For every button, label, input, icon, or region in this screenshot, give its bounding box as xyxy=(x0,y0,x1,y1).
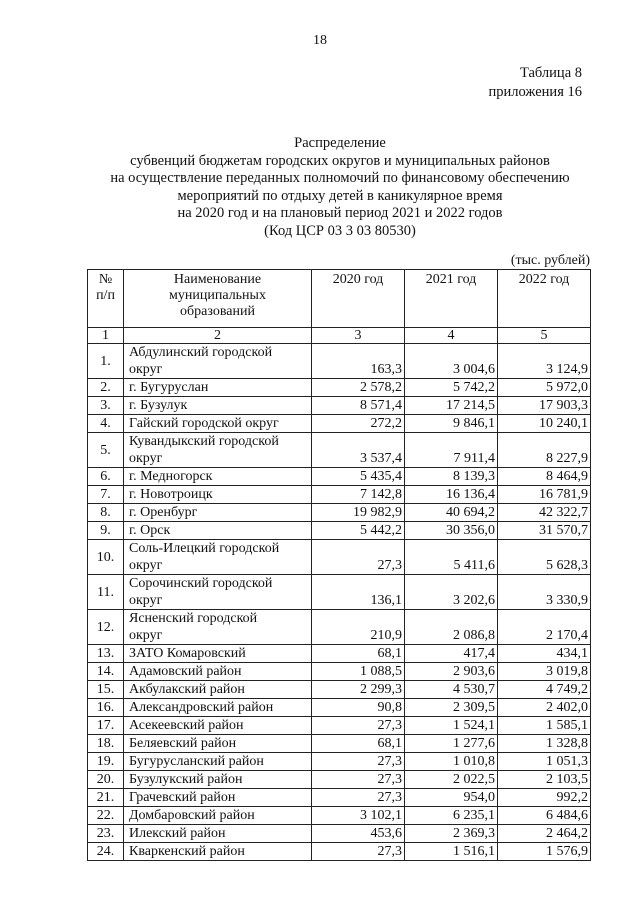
value-2022: 1 576,9 xyxy=(498,843,591,861)
municipality-name-line-2: округ xyxy=(129,451,163,466)
municipality-name xyxy=(124,575,312,610)
table-header-row xyxy=(88,270,591,328)
value-2021: 1 524,1 xyxy=(405,717,498,735)
municipality-name xyxy=(124,486,312,504)
value-2020: 1 088,5 xyxy=(312,663,405,681)
heading-line-5: на 2020 год и на плановый период 2021 и 2022 годов xyxy=(177,205,503,221)
heading-line-2: субвенций бюджетам городских округов и муниципальных районов xyxy=(130,152,550,169)
municipality-name-line-1: Асекеевский район xyxy=(129,718,244,733)
value-2020: 8 571,4 xyxy=(312,397,405,415)
appendix-table-label: Таблица 8 xyxy=(519,65,582,81)
row-number: 17. xyxy=(88,717,124,735)
value-2022: 31 570,7 xyxy=(498,522,591,540)
value-2021: 2 309,5 xyxy=(405,699,498,717)
table-index-row xyxy=(88,328,591,344)
value-2022: 42 322,7 xyxy=(498,504,591,522)
value-2021: 5 742,2 xyxy=(405,379,498,397)
value-2022: 1 051,3 xyxy=(498,753,591,771)
municipality-name xyxy=(124,433,312,468)
municipality-name-line-1: Бугурусланский район xyxy=(129,754,264,769)
municipality-name xyxy=(124,468,312,486)
municipality-name-line-1: ЗАТО Комаровский xyxy=(129,646,246,661)
value-2021: 4 530,7 xyxy=(405,681,498,699)
value-2021: 30 356,0 xyxy=(405,522,498,540)
value-2020: 27,3 xyxy=(312,771,405,789)
municipality-name xyxy=(124,843,312,861)
table-row xyxy=(88,610,591,645)
appendix-reference xyxy=(489,64,582,102)
row-number: 10. xyxy=(88,540,124,575)
table-row xyxy=(88,397,591,415)
municipality-name-line-1: Адамовский район xyxy=(129,664,242,679)
municipality-name xyxy=(124,522,312,540)
value-2021: 2 086,8 xyxy=(405,610,498,645)
value-2021: 6 235,1 xyxy=(405,807,498,825)
units-label: (тыс. рублей) xyxy=(510,253,590,268)
value-2020: 27,3 xyxy=(312,753,405,771)
value-2020: 3 102,1 xyxy=(312,807,405,825)
row-number: 20. xyxy=(88,771,124,789)
row-number: 16. xyxy=(88,699,124,717)
value-2021: 1 010,8 xyxy=(405,753,498,771)
municipality-name-line-1: Ясненский городской xyxy=(129,611,258,626)
municipality-name-line-1: Гайский городской округ xyxy=(129,416,279,431)
table-row xyxy=(88,699,591,717)
municipality-name xyxy=(124,735,312,753)
header-2021: 2021 год xyxy=(405,270,498,328)
row-number: 1. xyxy=(88,344,124,379)
municipality-name-line-1: Соль-Илецкий городской xyxy=(129,541,280,556)
value-2022: 17 903,3 xyxy=(498,397,591,415)
value-2021: 417,4 xyxy=(405,645,498,663)
table-row xyxy=(88,486,591,504)
value-2020: 5 435,4 xyxy=(312,468,405,486)
table-row xyxy=(88,379,591,397)
value-2020: 68,1 xyxy=(312,645,405,663)
value-2022: 10 240,1 xyxy=(498,415,591,433)
municipality-name xyxy=(124,789,312,807)
index-cell: 5 xyxy=(498,328,591,344)
municipality-name-line-1: Грачевский район xyxy=(129,790,236,805)
value-2021: 8 139,3 xyxy=(405,468,498,486)
value-2021: 40 694,2 xyxy=(405,504,498,522)
header-2020: 2020 год xyxy=(312,270,405,328)
header-name-line-1: Наименование xyxy=(173,272,262,287)
municipality-name-line-1: Абдулинский городской xyxy=(129,345,273,360)
table-row xyxy=(88,735,591,753)
row-number: 4. xyxy=(88,415,124,433)
municipality-name xyxy=(124,379,312,397)
value-2020: 136,1 xyxy=(312,575,405,610)
header-name xyxy=(124,270,312,328)
table-row xyxy=(88,789,591,807)
value-2022: 434,1 xyxy=(498,645,591,663)
heading-line-3: на осуществление переданных полномочий по финансовому обеспечению xyxy=(110,170,570,186)
value-2021: 17 214,5 xyxy=(405,397,498,415)
municipality-name xyxy=(124,825,312,843)
value-2020: 90,8 xyxy=(312,699,405,717)
value-2022: 1 585,1 xyxy=(498,717,591,735)
header-number xyxy=(88,270,124,328)
value-2020: 7 142,8 xyxy=(312,486,405,504)
value-2020: 2 299,3 xyxy=(312,681,405,699)
row-number: 9. xyxy=(88,522,124,540)
municipality-name-line-1: г. Орск xyxy=(129,523,171,538)
value-2022: 16 781,9 xyxy=(498,486,591,504)
municipality-name-line-1: Беляевский район xyxy=(129,736,237,751)
value-2022: 2 402,0 xyxy=(498,699,591,717)
municipality-name-line-1: г. Бузулук xyxy=(129,398,188,413)
municipality-name xyxy=(124,540,312,575)
value-2020: 27,3 xyxy=(312,540,405,575)
page-number: 18 xyxy=(313,33,327,48)
row-number: 2. xyxy=(88,379,124,397)
municipality-name xyxy=(124,504,312,522)
value-2021: 2 903,6 xyxy=(405,663,498,681)
row-number: 11. xyxy=(88,575,124,610)
value-2022: 5 628,3 xyxy=(498,540,591,575)
municipality-name xyxy=(124,397,312,415)
municipality-name-line-1: г. Бугуруслан xyxy=(129,380,209,395)
municipality-name xyxy=(124,807,312,825)
municipality-name-line-2: округ xyxy=(129,362,163,377)
table-row xyxy=(88,522,591,540)
municipality-name-line-2: округ xyxy=(129,628,163,643)
municipality-name xyxy=(124,753,312,771)
row-number: 5. xyxy=(88,433,124,468)
row-number: 8. xyxy=(88,504,124,522)
municipality-name xyxy=(124,344,312,379)
value-2020: 27,3 xyxy=(312,843,405,861)
document-heading xyxy=(60,135,620,240)
header-2022: 2022 год xyxy=(498,270,591,328)
value-2021: 1 277,6 xyxy=(405,735,498,753)
value-2020: 5 442,2 xyxy=(312,522,405,540)
value-2022: 5 972,0 xyxy=(498,379,591,397)
value-2020: 27,3 xyxy=(312,717,405,735)
municipality-name-line-1: г. Новотроицк xyxy=(129,487,213,502)
heading-line-6: (Код ЦСР 03 3 03 80530) xyxy=(264,222,416,239)
value-2022: 3 019,8 xyxy=(498,663,591,681)
value-2021: 1 516,1 xyxy=(405,843,498,861)
row-number: 18. xyxy=(88,735,124,753)
row-number: 19. xyxy=(88,753,124,771)
index-cell: 4 xyxy=(405,328,498,344)
value-2020: 210,9 xyxy=(312,610,405,645)
municipality-name xyxy=(124,681,312,699)
municipality-name-line-1: Кувандыкский городской xyxy=(129,434,279,449)
table-body xyxy=(88,344,591,861)
table-row xyxy=(88,540,591,575)
value-2021: 3 202,6 xyxy=(405,575,498,610)
header-name-line-2: муниципальных xyxy=(169,288,266,303)
row-number: 24. xyxy=(88,843,124,861)
budget-table xyxy=(87,269,591,861)
municipality-name-line-2: округ xyxy=(129,593,163,608)
value-2021: 2 369,3 xyxy=(405,825,498,843)
value-2021: 5 411,6 xyxy=(405,540,498,575)
value-2021: 9 846,1 xyxy=(405,415,498,433)
table-row xyxy=(88,681,591,699)
index-cell: 1 xyxy=(88,328,124,344)
header-number-line-2: п/п xyxy=(96,288,115,303)
table-row xyxy=(88,753,591,771)
value-2022: 8 227,9 xyxy=(498,433,591,468)
value-2022: 6 484,6 xyxy=(498,807,591,825)
municipality-name xyxy=(124,610,312,645)
row-number: 14. xyxy=(88,663,124,681)
value-2022: 2 103,5 xyxy=(498,771,591,789)
table-row xyxy=(88,645,591,663)
header-number-line-1: № xyxy=(98,272,113,287)
value-2020: 163,3 xyxy=(312,344,405,379)
value-2020: 19 982,9 xyxy=(312,504,405,522)
row-number: 21. xyxy=(88,789,124,807)
heading-line-1: Распределение xyxy=(294,135,386,151)
row-number: 22. xyxy=(88,807,124,825)
table-row xyxy=(88,717,591,735)
row-number: 12. xyxy=(88,610,124,645)
municipality-name xyxy=(124,699,312,717)
municipality-name-line-1: Сорочинский городской xyxy=(129,576,273,591)
appendix-annex-label: приложения 16 xyxy=(488,84,582,100)
value-2021: 16 136,4 xyxy=(405,486,498,504)
index-cell: 3 xyxy=(312,328,405,344)
value-2022: 4 749,2 xyxy=(498,681,591,699)
row-number: 15. xyxy=(88,681,124,699)
value-2020: 27,3 xyxy=(312,789,405,807)
table-row xyxy=(88,468,591,486)
header-name-line-3: образований xyxy=(180,304,255,319)
row-number: 23. xyxy=(88,825,124,843)
value-2022: 3 124,9 xyxy=(498,344,591,379)
municipality-name xyxy=(124,663,312,681)
municipality-name-line-2: округ xyxy=(129,558,163,573)
row-number: 7. xyxy=(88,486,124,504)
municipality-name-line-1: Илекский район xyxy=(129,826,226,841)
table-row xyxy=(88,415,591,433)
value-2022: 2 170,4 xyxy=(498,610,591,645)
row-number: 13. xyxy=(88,645,124,663)
municipality-name-line-1: Бузулукский район xyxy=(129,772,243,787)
value-2022: 1 328,8 xyxy=(498,735,591,753)
value-2021: 3 004,6 xyxy=(405,344,498,379)
table-row xyxy=(88,843,591,861)
table-row xyxy=(88,825,591,843)
table-row xyxy=(88,575,591,610)
row-number: 3. xyxy=(88,397,124,415)
heading-line-4: мероприятий по отдыху детей в каникулярное время xyxy=(177,187,503,204)
value-2021: 954,0 xyxy=(405,789,498,807)
value-2020: 272,2 xyxy=(312,415,405,433)
value-2022: 2 464,2 xyxy=(498,825,591,843)
municipality-name xyxy=(124,645,312,663)
municipality-name-line-1: Домбаровский район xyxy=(129,808,255,823)
table-row xyxy=(88,433,591,468)
municipality-name-line-1: Акбулакский район xyxy=(129,682,245,697)
value-2020: 68,1 xyxy=(312,735,405,753)
municipality-name xyxy=(124,415,312,433)
table-row xyxy=(88,344,591,379)
value-2020: 3 537,4 xyxy=(312,433,405,468)
value-2022: 992,2 xyxy=(498,789,591,807)
municipality-name xyxy=(124,717,312,735)
table-row xyxy=(88,504,591,522)
index-cell: 2 xyxy=(124,328,312,344)
value-2021: 2 022,5 xyxy=(405,771,498,789)
municipality-name-line-1: Кваркенский район xyxy=(129,844,245,859)
table-row xyxy=(88,663,591,681)
value-2020: 453,6 xyxy=(312,825,405,843)
municipality-name-line-1: г. Оренбург xyxy=(129,505,198,520)
value-2022: 8 464,9 xyxy=(498,468,591,486)
value-2021: 7 911,4 xyxy=(405,433,498,468)
municipality-name xyxy=(124,771,312,789)
value-2020: 2 578,2 xyxy=(312,379,405,397)
table-row xyxy=(88,771,591,789)
row-number: 6. xyxy=(88,468,124,486)
municipality-name-line-1: Александровский район xyxy=(129,700,274,715)
value-2022: 3 330,9 xyxy=(498,575,591,610)
table-row xyxy=(88,807,591,825)
municipality-name-line-1: г. Медногорск xyxy=(129,469,213,484)
